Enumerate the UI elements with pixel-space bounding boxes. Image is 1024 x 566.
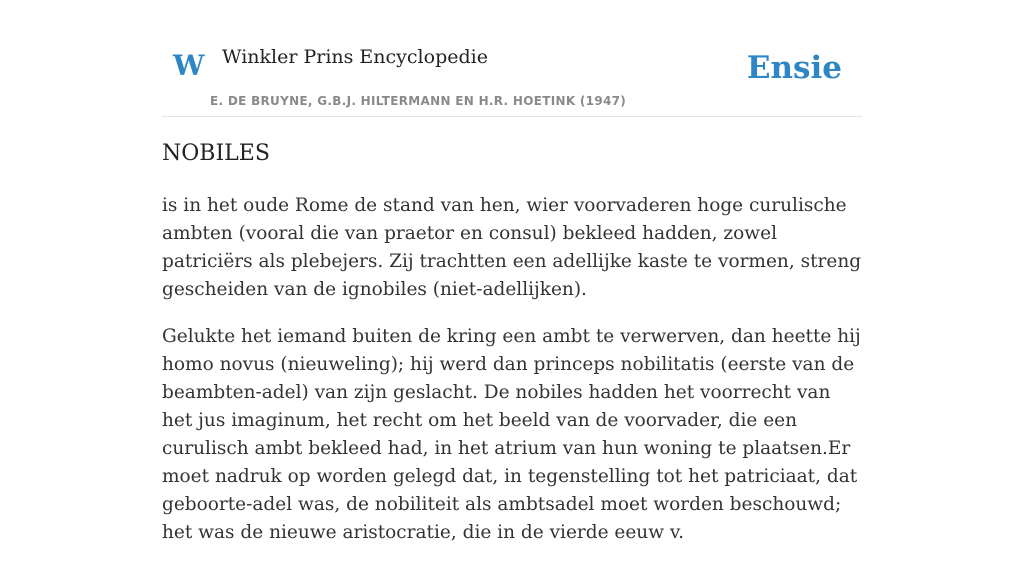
article-body [162, 192, 862, 566]
article-title: NOBILES [162, 141, 270, 166]
article-paragraph: is in het oude Rome de stand van hen, wier voorvaderen hoge curulische ambten (vooral die van praetor en consul) bekleed hadden, zowel patriciërs als plebejers. Zij trachtten een adellijke kaste te vormen, streng gescheiden van de ignobiles (niet-adellijken). [162, 195, 862, 300]
article-paragraph: Gelukte het iemand buiten de kring een ambt te verwerven, dan heette hij homo novus (nieuweling); hij werd dan princeps nobilitatis (eerste van de beambten-adel) van zijn geslacht. De nobiles hadden het voorrecht van het jus imaginum, het recht om het beeld van de voorvader, die een curulisch ambt bekleed had, in het atrium van hun woning te plaatsen.Er moet nadruk op worden gelegd dat, in tegenstelling tot het patriciaat, dat geboorte-adel was, de nobiliteit als ambtsadel moet worden beschouwd; het was de nieuwe aristocratie, die in de vierde eeuw v. [162, 326, 861, 543]
source-logo[interactable]: W [173, 49, 205, 82]
source-authors: E. DE BRUYNE, G.B.J. HILTERMANN EN H.R. HOETINK (1947) [210, 94, 627, 108]
source-header [162, 0, 862, 117]
brand-logo-link[interactable]: Ensie [746, 50, 842, 86]
source-title[interactable]: Winkler Prins Encyclopedie [222, 46, 488, 68]
